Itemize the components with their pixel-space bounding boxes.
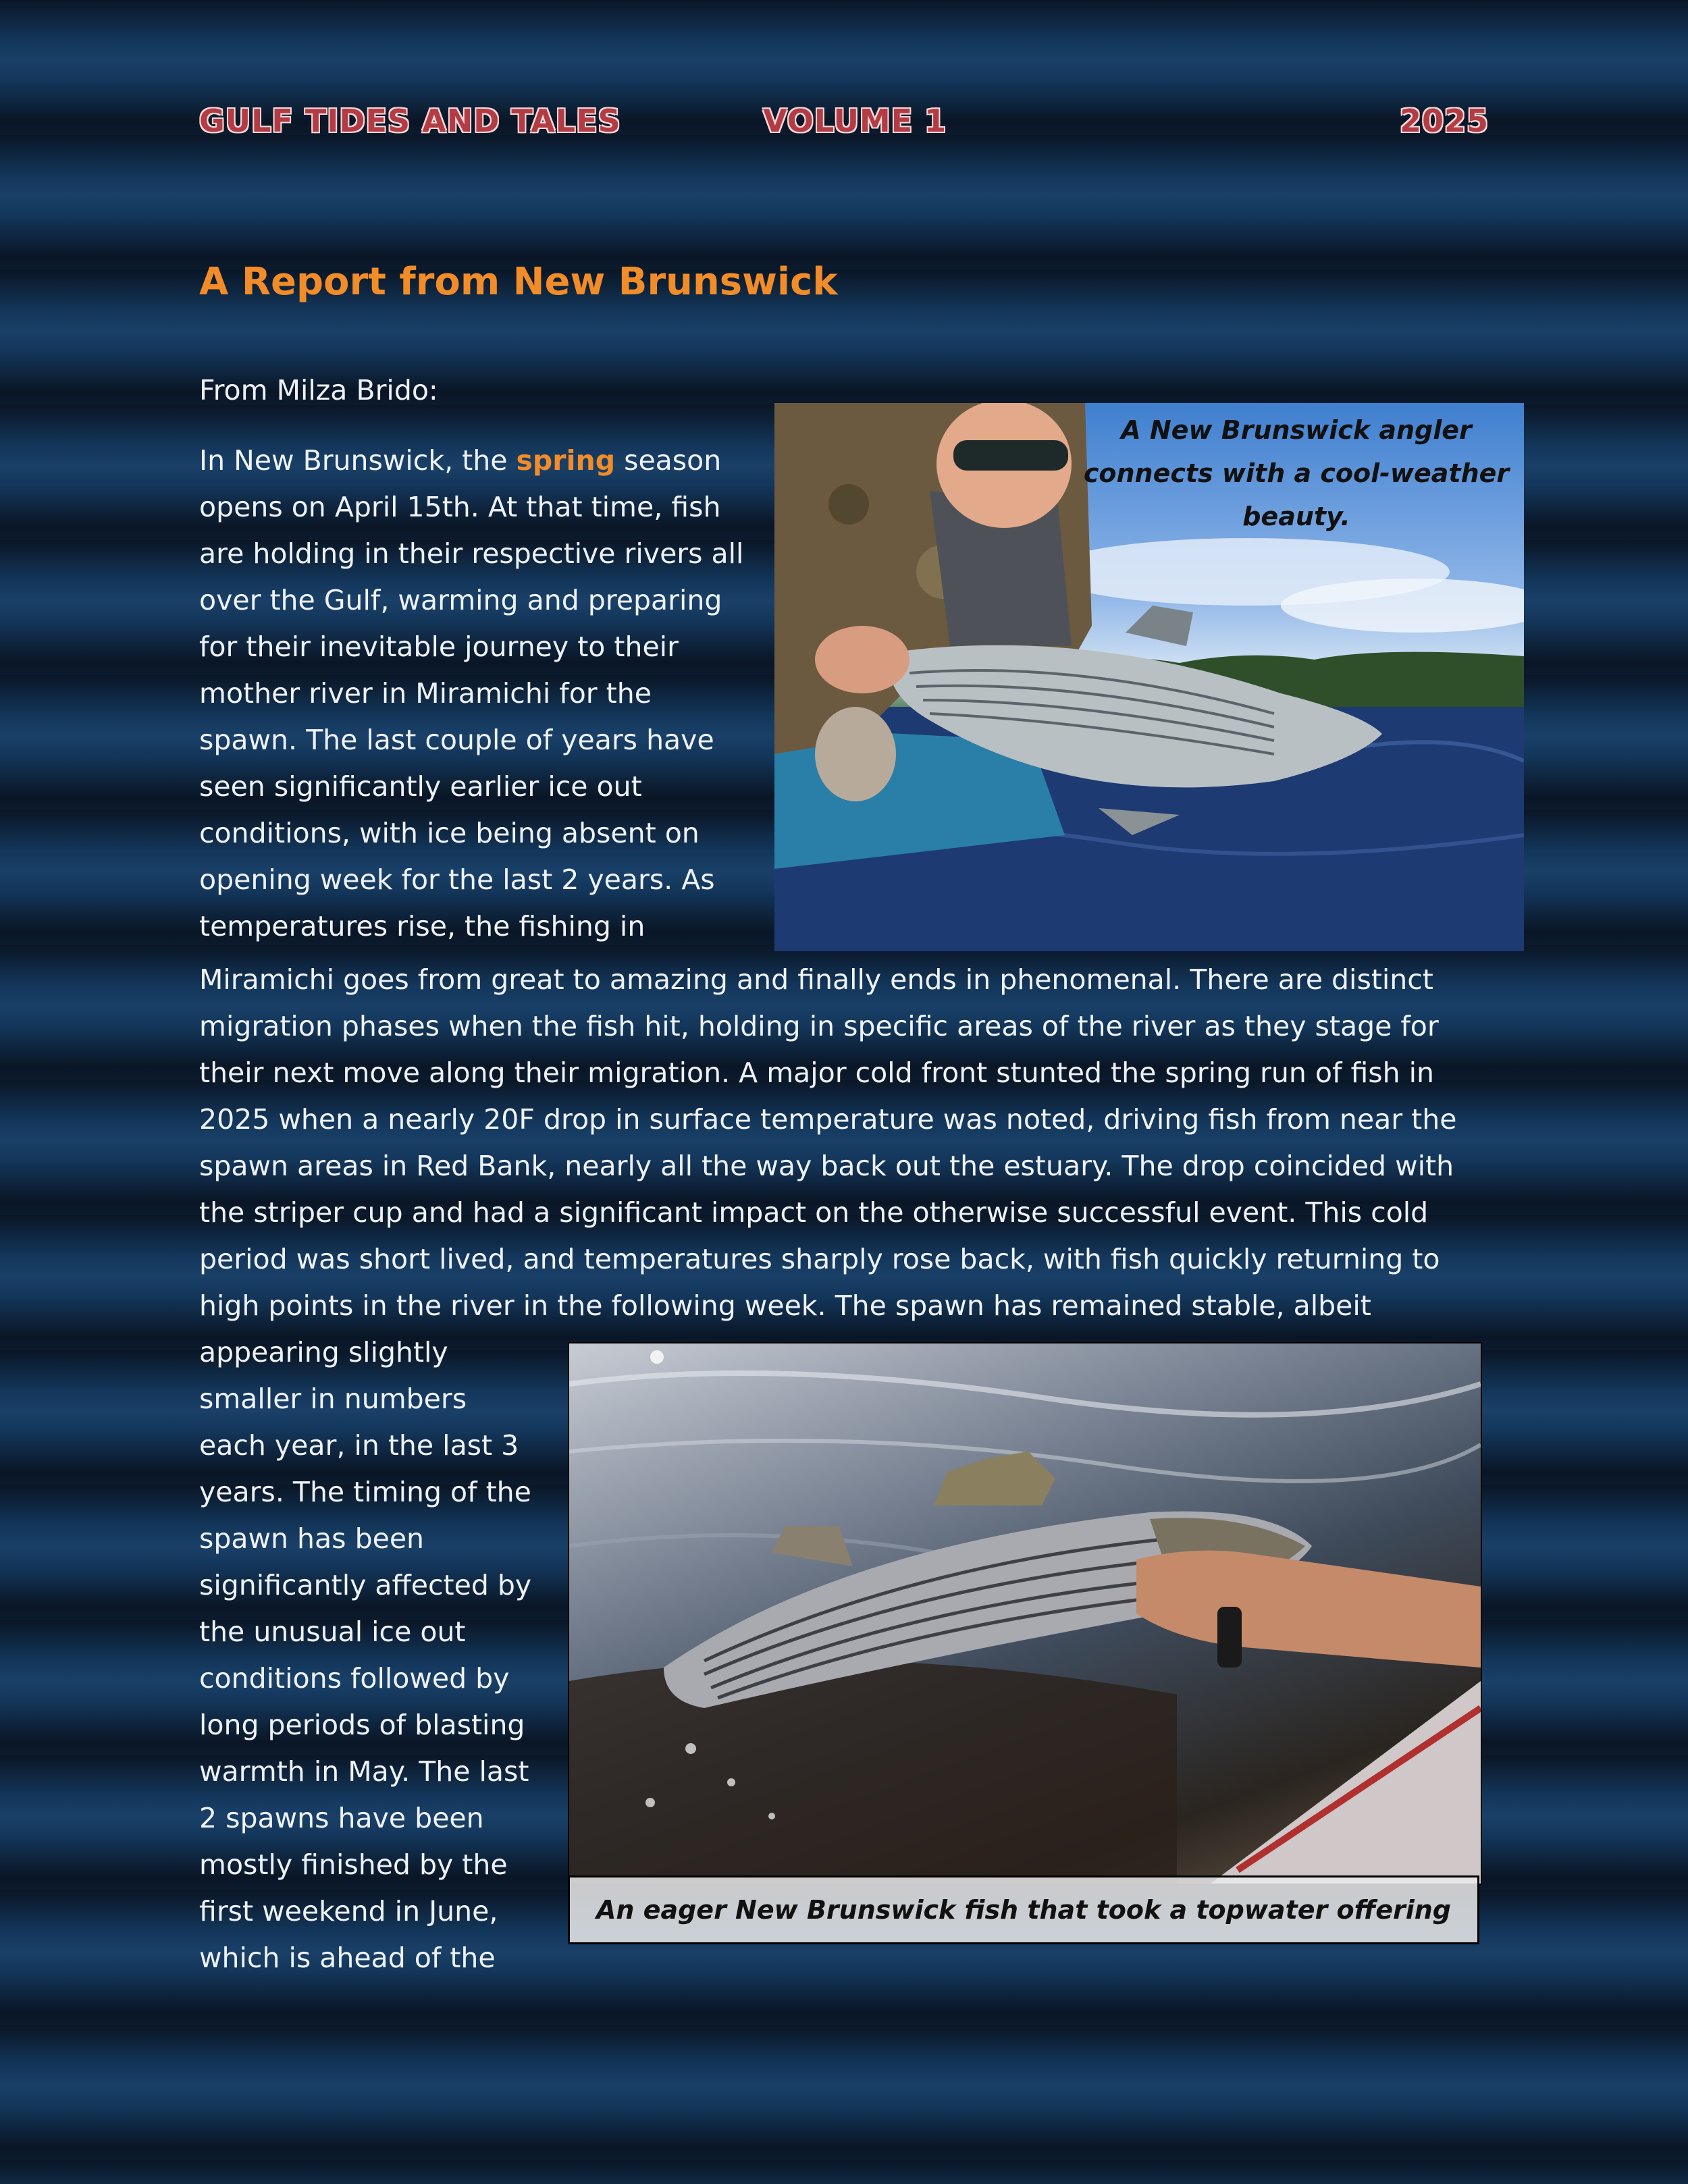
text-line: appearing slightly [199, 1336, 448, 1368]
paragraph-column [199, 1329, 550, 1981]
text-line: first weekend in June, [199, 1895, 498, 1927]
angler-photo [774, 403, 1524, 951]
article-headline: A Report from New Brunswick [199, 260, 838, 304]
text-run: season [615, 444, 722, 477]
fish-release-photo [568, 1342, 1482, 1885]
text-line: opening week for the last 2 years. As [199, 863, 715, 896]
text-line: Miramichi goes from great to amazing and finally ends in phenomenal. There are distinct [199, 963, 1433, 996]
text-line: are holding in their respective rivers all [199, 537, 744, 570]
paragraph-wide [199, 957, 1516, 1329]
text-line: warmth in May. The last [199, 1755, 529, 1788]
year-label: 2025 [1399, 103, 1489, 139]
text-line: migration phases when the fish hit, holding in specific areas of the river as they stage for [199, 1010, 1439, 1042]
byline: From Milza Brido: [199, 374, 438, 406]
text-line: 2025 when a nearly 20F drop in surface temperature was noted, driving fish from near the [199, 1103, 1457, 1136]
text-line: the unusual ice out [199, 1616, 466, 1648]
paragraph-narrow [199, 437, 753, 950]
text-line: mostly finished by the [199, 1848, 508, 1881]
newsletter-title: GULF TIDES AND TALES [199, 103, 621, 139]
text-line: high points in the river in the following week. The spawn has remained stable, albeit [199, 1289, 1371, 1322]
text-line: spawn has been [199, 1522, 425, 1555]
text-line: significantly affected by [199, 1569, 532, 1601]
text-line: conditions, with ice being absent on [199, 817, 700, 849]
text-line: temperatures rise, the fishing in [199, 910, 645, 942]
text-line: the striper cup and had a significant impact on the otherwise successful event. This cold [199, 1196, 1429, 1229]
text-line: conditions followed by [199, 1662, 510, 1695]
text-line: opens on April 15th. At that time, fish [199, 491, 721, 523]
volume-label: VOLUME 1 [763, 103, 947, 139]
text-line [199, 437, 753, 484]
angler-photo-caption: A New Brunswick angler connects with a cool-weather beauty. [1083, 415, 1510, 531]
text-line: 2 spawns have been [199, 1802, 484, 1834]
fish-release-caption-box [568, 1875, 1479, 1944]
text-line: years. The timing of the [199, 1476, 531, 1508]
fish-release-illustration [569, 1343, 1481, 1884]
text-run: In New Brunswick, the [199, 444, 517, 477]
text-line: spawn areas in Red Bank, nearly all the way back out the estuary. The drop coincided with [199, 1150, 1454, 1182]
fish-release-caption: An eager New Brunswick fish that took a topwater offering [596, 1895, 1452, 1925]
spring-highlight: spring [516, 444, 616, 477]
text-line: each year, in the last 3 [199, 1429, 519, 1462]
text-line: their next move along their migration. A major cold front stunted the spring run of fish in [199, 1057, 1435, 1089]
text-line: smaller in numbers [199, 1383, 467, 1415]
text-line: mother river in Miramichi for the [199, 677, 652, 710]
text-line: long periods of blasting [199, 1709, 525, 1741]
text-line: over the Gulf, warming and preparing [199, 584, 722, 616]
text-line: for their inevitable journey to their [199, 631, 679, 663]
text-line: period was short lived, and temperatures sharply rose back, with fish quickly returning to [199, 1243, 1440, 1275]
text-line: seen significantly earlier ice out [199, 770, 642, 803]
text-line: spawn. The last couple of years have [199, 724, 714, 756]
text-line: which is ahead of the [199, 1942, 496, 1974]
